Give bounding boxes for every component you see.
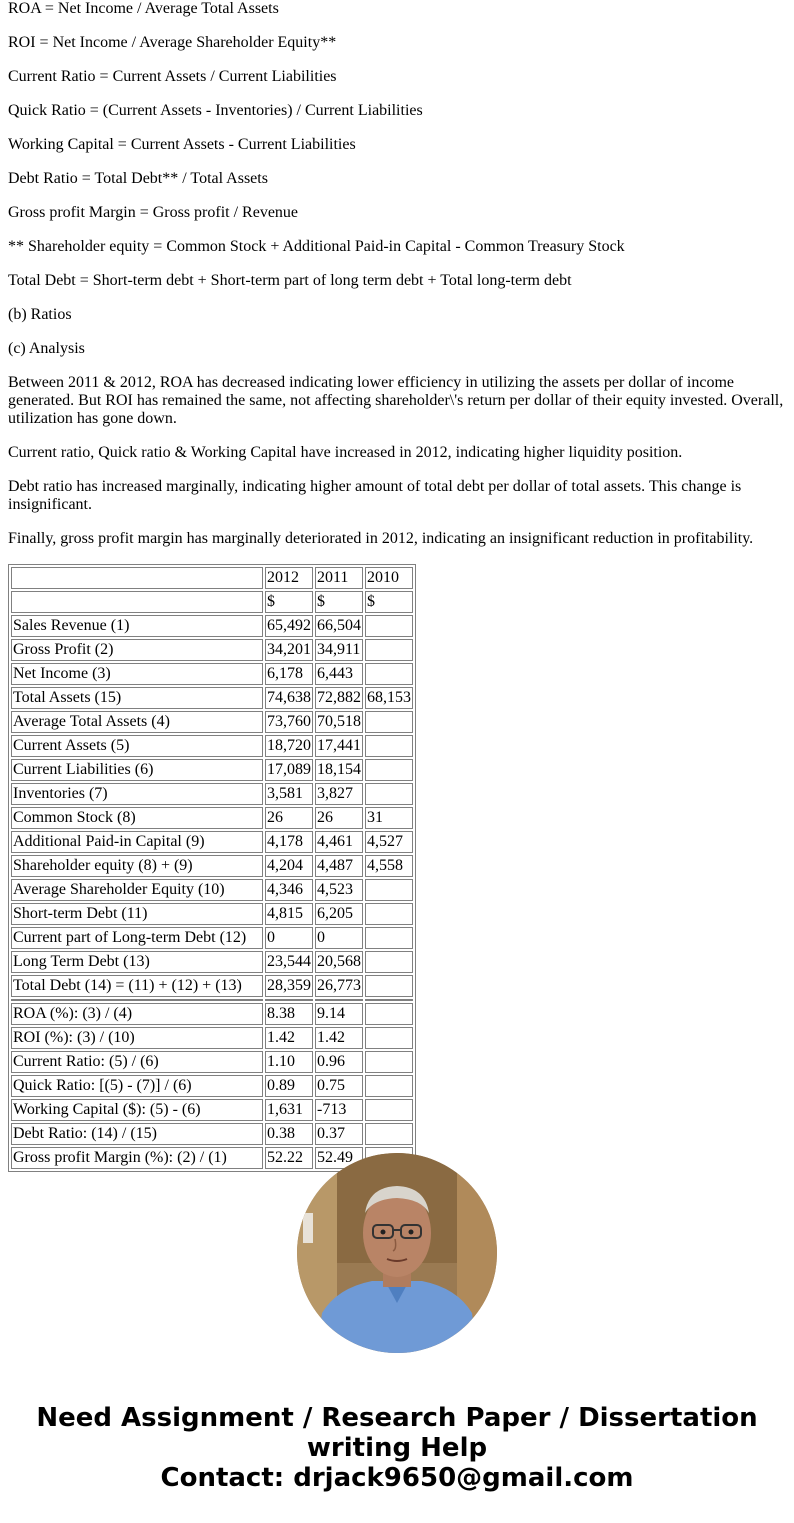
paragraph: Total Debt = Short-term debt + Short-term part of long term debt + Total long-term debt	[8, 272, 572, 289]
cta-line-1: Need Assignment / Research Paper / Dissertation	[36, 1403, 758, 1433]
table-header-row	[11, 567, 413, 589]
value-cell	[365, 663, 413, 685]
value-cell: 6,205	[315, 903, 363, 925]
value-cell: 0	[315, 927, 363, 949]
value-cell: 26,773	[315, 975, 363, 997]
table-row	[11, 879, 413, 901]
paragraph: ** Shareholder equity = Common Stock + Additional Paid-in Capital - Common Treasury Stock	[8, 238, 625, 255]
author-avatar	[297, 1153, 497, 1353]
value-cell: 34,201	[265, 639, 313, 661]
value-cell: 0.75	[315, 1075, 363, 1097]
value-cell: 0.38	[265, 1123, 313, 1145]
value-cell	[365, 1027, 413, 1049]
paragraph: Gross profit Margin = Gross profit / Revenue	[8, 204, 299, 221]
paragraph: Working Capital = Current Assets - Current Liabilities	[8, 136, 356, 153]
table-currency-row	[11, 591, 413, 613]
value-cell	[365, 903, 413, 925]
value-cell: 4,346	[265, 879, 313, 901]
table-row	[11, 951, 413, 973]
ratio-row	[11, 1123, 413, 1145]
row-label-cell: Gross profit Margin (%): (2) / (1)	[11, 1147, 263, 1169]
row-label-cell: Total Debt (14) = (11) + (12) + (13)	[11, 975, 263, 997]
value-cell: 1.10	[265, 1051, 313, 1073]
paragraph: (b) Ratios	[8, 306, 72, 323]
value-cell	[365, 1099, 413, 1121]
table-row	[11, 783, 413, 805]
table-row	[11, 975, 413, 997]
row-label-cell	[11, 567, 263, 589]
paragraph-list	[8, 0, 786, 548]
row-label-cell: Total Assets (15)	[11, 687, 263, 709]
value-cell: 4,523	[315, 879, 363, 901]
row-label-cell: Inventories (7)	[11, 783, 263, 805]
paragraph: Between 2011 & 2012, ROA has decreased indicating lower efficiency in utilizing the assets per dollar of income generated. But ROI has remained the same, not affecting shareholder\'s return per dollar of their equity invested. Overall, utilization has gone down.	[8, 374, 784, 427]
paragraph: Quick Ratio = (Current Assets - Inventories) / Current Liabilities	[8, 102, 423, 119]
value-cell	[365, 1123, 413, 1145]
table-row	[11, 807, 413, 829]
ratio-row	[11, 1075, 413, 1097]
row-label-cell	[11, 591, 263, 613]
value-cell	[365, 1075, 413, 1097]
value-cell: 1.42	[265, 1027, 313, 1049]
ratio-row	[11, 1099, 413, 1121]
value-cell: 4,815	[265, 903, 313, 925]
value-cell: 17,089	[265, 759, 313, 781]
value-cell: 2012	[265, 567, 313, 589]
value-cell: 0.89	[265, 1075, 313, 1097]
row-label-cell: Additional Paid-in Capital (9)	[11, 831, 263, 853]
value-cell: 3,581	[265, 783, 313, 805]
paragraph: Debt ratio has increased marginally, indicating higher amount of total debt per dollar of total assets. This change is insignificant.	[8, 478, 742, 513]
value-cell	[365, 951, 413, 973]
value-cell: 28,359	[265, 975, 313, 997]
cta-line-2: writing Help	[306, 1433, 488, 1463]
row-label-cell: Sales Revenue (1)	[11, 615, 263, 637]
table-row	[11, 711, 413, 733]
value-cell: 0.96	[315, 1051, 363, 1073]
value-cell: 0.37	[315, 1123, 363, 1145]
value-cell	[365, 759, 413, 781]
paragraph: ROI = Net Income / Average Shareholder Equity**	[8, 34, 337, 51]
table-row	[11, 759, 413, 781]
article-body	[8, 0, 786, 1172]
row-label-cell: Net Income (3)	[11, 663, 263, 685]
paragraph: Finally, gross profit margin has marginally deteriorated in 2012, indicating an insignificant reduction in profitability.	[8, 530, 754, 547]
separator-cell	[11, 999, 263, 1001]
value-cell: 26	[315, 807, 363, 829]
author-photo	[297, 1153, 497, 1353]
value-cell: 65,492	[265, 615, 313, 637]
value-cell	[365, 783, 413, 805]
table-row	[11, 687, 413, 709]
value-cell: $	[365, 591, 413, 613]
value-cell	[365, 639, 413, 661]
table-row	[11, 639, 413, 661]
value-cell: 2010	[365, 567, 413, 589]
separator-cell	[315, 999, 363, 1001]
value-cell: 1,631	[265, 1099, 313, 1121]
row-label-cell: Shareholder equity (8) + (9)	[11, 855, 263, 877]
value-cell	[365, 879, 413, 901]
value-cell: 31	[365, 807, 413, 829]
value-cell: 9.14	[315, 1003, 363, 1025]
contact-banner	[0, 1403, 794, 1493]
row-label-cell: ROI (%): (3) / (10)	[11, 1027, 263, 1049]
paragraph: ROA = Net Income / Average Total Assets	[8, 0, 279, 17]
row-label-cell: Current Assets (5)	[11, 735, 263, 757]
separator-cell	[365, 999, 413, 1001]
table-row	[11, 831, 413, 853]
table-row	[11, 927, 413, 949]
ratio-row	[11, 1027, 413, 1049]
value-cell	[365, 1003, 413, 1025]
row-label-cell: Debt Ratio: (14) / (15)	[11, 1123, 263, 1145]
value-cell	[365, 735, 413, 757]
value-cell: 52.49	[315, 1147, 363, 1169]
value-cell: 4,558	[365, 855, 413, 877]
value-cell: 73,760	[265, 711, 313, 733]
table-row	[11, 903, 413, 925]
value-cell: 66,504	[315, 615, 363, 637]
table-separator-row	[11, 999, 413, 1001]
row-label-cell: Current Liabilities (6)	[11, 759, 263, 781]
row-label-cell: Average Shareholder Equity (10)	[11, 879, 263, 901]
value-cell: $	[315, 591, 363, 613]
table-row	[11, 855, 413, 877]
value-cell: 4,487	[315, 855, 363, 877]
row-label-cell: Current Ratio: (5) / (6)	[11, 1051, 263, 1073]
value-cell: $	[265, 591, 313, 613]
paragraph: Debt Ratio = Total Debt** / Total Assets	[8, 170, 268, 187]
paragraph: Current Ratio = Current Assets / Current Liabilities	[8, 68, 337, 85]
value-cell: 0	[265, 927, 313, 949]
value-cell: 23,544	[265, 951, 313, 973]
value-cell: 4,204	[265, 855, 313, 877]
row-label-cell: Short-term Debt (11)	[11, 903, 263, 925]
table-row	[11, 663, 413, 685]
value-cell: 17,441	[315, 735, 363, 757]
row-label-cell: Current part of Long-term Debt (12)	[11, 927, 263, 949]
value-cell	[365, 1051, 413, 1073]
value-cell: 4,527	[365, 831, 413, 853]
row-label-cell: Quick Ratio: [(5) - (7)] / (6)	[11, 1075, 263, 1097]
row-label-cell: ROA (%): (3) / (4)	[11, 1003, 263, 1025]
value-cell: 18,720	[265, 735, 313, 757]
value-cell: 3,827	[315, 783, 363, 805]
value-cell: 74,638	[265, 687, 313, 709]
table-row	[11, 615, 413, 637]
value-cell: 26	[265, 807, 313, 829]
row-label-cell: Long Term Debt (13)	[11, 951, 263, 973]
value-cell	[365, 615, 413, 637]
value-cell: 6,443	[315, 663, 363, 685]
value-cell: 4,178	[265, 831, 313, 853]
value-cell	[365, 975, 413, 997]
value-cell: 20,568	[315, 951, 363, 973]
value-cell: 1.42	[315, 1027, 363, 1049]
row-label-cell: Working Capital ($): (5) - (6)	[11, 1099, 263, 1121]
ratio-row	[11, 1003, 413, 1025]
value-cell: 4,461	[315, 831, 363, 853]
paragraph: (c) Analysis	[8, 340, 85, 357]
value-cell	[365, 927, 413, 949]
row-label-cell: Gross Profit (2)	[11, 639, 263, 661]
row-label-cell: Average Total Assets (4)	[11, 711, 263, 733]
financial-ratio-table	[8, 564, 416, 1172]
value-cell: -713	[315, 1099, 363, 1121]
value-cell: 72,882	[315, 687, 363, 709]
paragraph: Current ratio, Quick ratio & Working Capital have increased in 2012, indicating higher liquidity position.	[8, 444, 683, 461]
value-cell: 52.22	[265, 1147, 313, 1169]
value-cell: 34,911	[315, 639, 363, 661]
value-cell	[365, 711, 413, 733]
row-label-cell: Common Stock (8)	[11, 807, 263, 829]
ratio-row	[11, 1051, 413, 1073]
value-cell: 18,154	[315, 759, 363, 781]
value-cell: 6,178	[265, 663, 313, 685]
table-row	[11, 735, 413, 757]
value-cell: 8.38	[265, 1003, 313, 1025]
value-cell: 2011	[315, 567, 363, 589]
value-cell: 70,518	[315, 711, 363, 733]
value-cell: 68,153	[365, 687, 413, 709]
cta-contact-line: Contact: drjack9650@gmail.com	[160, 1463, 634, 1493]
separator-cell	[265, 999, 313, 1001]
